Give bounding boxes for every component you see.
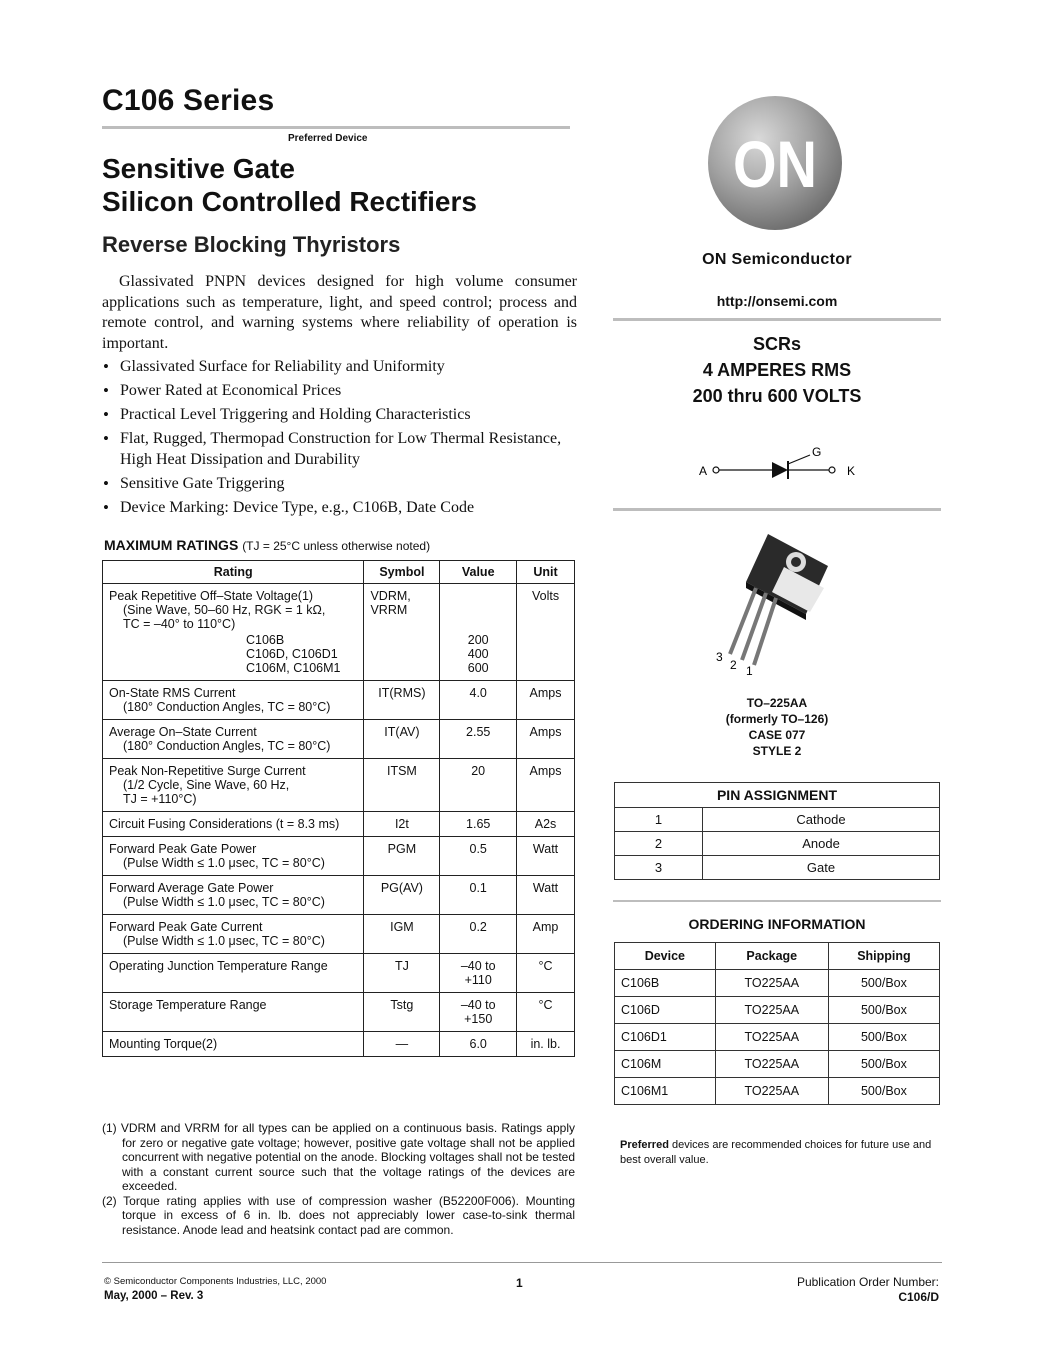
pin-assignment-table (614, 782, 940, 880)
divider (613, 900, 941, 902)
page-title (102, 152, 477, 218)
svg-text:1: 1 (746, 664, 753, 678)
table-row: Mounting Torque(2) — 6.0 in. lb. (103, 1032, 575, 1057)
column-header: Value (440, 561, 517, 584)
list-item: • Device Marking: Device Type, e.g., C106B, Date Code (102, 497, 597, 518)
table-header-row (103, 561, 575, 584)
table-row: On-State RMS Current (180° Conduction Angles, TC = 80°C) IT(RMS) 4.0 Amps (103, 681, 575, 720)
table-row: 1 Cathode (615, 808, 940, 832)
svg-text:A: A (699, 464, 708, 478)
table-row: Storage Temperature Range Tstg –40 to +150 °C (103, 993, 575, 1032)
preferred-device-label: Preferred Device (288, 133, 368, 144)
website-url: http://onsemi.com (716, 293, 838, 309)
pin-assignment-heading: PIN ASSIGNMENT (615, 783, 940, 808)
preferred-note: Preferred devices are recommended choices for future use and best overall value. (620, 1139, 932, 1166)
description: Glassivated PNPN devices designed for high volume consumer applications such as temperature, light, and speed control; process and remote control, and warning systems where reliability of operation is important. (102, 273, 577, 352)
column-header: Symbol (364, 561, 440, 584)
list-item: • Power Rated at Economical Prices (102, 380, 597, 401)
svg-text:ON: ON (733, 127, 817, 201)
company-name: ON Semiconductor (702, 251, 852, 268)
table-row: C106D TO225AA 500/Box (615, 997, 940, 1024)
table-row: Circuit Fusing Considerations (t = 8.3 ms) I2t 1.65 A2s (103, 812, 575, 837)
list-item: • Sensitive Gate Triggering (102, 473, 597, 494)
series-title: C106 Series (102, 84, 275, 117)
table-row: Forward Average Gate Power (Pulse Width ≤ 1.0 μsec, TC = 80°C) PG(AV) 0.1 Watt (103, 876, 575, 915)
table-row: 3 Gate (615, 856, 940, 880)
table-row: Forward Peak Gate Current (Pulse Width ≤ 1.0 μsec, TC = 80°C) IGM 0.2 Amp (103, 915, 575, 954)
footnote-2: (2) Torque rating applies with use of compression washer (B52200F006). Mounting torque in excess of 6 in. lb. does not appreciably lower case-to-sink thermal resistance. Anode lead and heatsink contact pad are common. (102, 1193, 575, 1237)
feature-list (102, 356, 597, 521)
revision-date: May, 2000 – Rev. 3 (104, 1290, 204, 1302)
table-header-row: Device Package Shipping (615, 943, 940, 970)
ordering-info-heading: ORDERING INFORMATION (688, 916, 866, 932)
table-row: C106D1 TO225AA 500/Box (615, 1024, 940, 1051)
divider (613, 318, 941, 321)
to225-package-image (706, 522, 846, 687)
column-header: Rating (103, 561, 364, 584)
table-row: Forward Peak Gate Power (Pulse Width ≤ 1.0 μsec, TC = 80°C) PGM 0.5 Watt (103, 837, 575, 876)
table-row: 2 Anode (615, 832, 940, 856)
table-row: C106M TO225AA 500/Box (615, 1051, 940, 1078)
table-row: C106M1 TO225AA 500/Box (615, 1078, 940, 1105)
table-row: Operating Junction Temperature Range TJ –40 to +110 °C (103, 954, 575, 993)
copyright: © Semiconductor Components Industries, LLC, 2000 (104, 1276, 327, 1287)
publication-number: C106/D (898, 1290, 939, 1304)
column-header: Unit (517, 561, 575, 584)
title-line-1: Sensitive Gate (102, 153, 295, 184)
page-number: 1 (516, 1276, 523, 1290)
svg-text:G: G (812, 445, 822, 459)
list-item: • Glassivated Surface for Reliability and Uniformity (102, 356, 597, 377)
footnotes (102, 1121, 575, 1237)
svg-text:2: 2 (730, 658, 737, 672)
svg-text:K: K (847, 464, 856, 478)
max-ratings-condition: (TJ = 25°C unless otherwise noted) (242, 539, 431, 553)
page-subtitle: Reverse Blocking Thyristors (102, 232, 401, 257)
case-info: TO–225AA (formerly TO–126) CASE 077 STYLE 2 (725, 696, 829, 758)
table-row: Peak Repetitive Off–State Voltage(1) (Sine Wave, 50–60 Hz, RGK = 1 kΩ, TC = –40° to 110°C) C106B C106D, C106D1 C106M, C106M1 VDRM, VRRM 200 400 600 Volts (103, 584, 575, 681)
footnote-1: (1) VDRM and VRRM for all types can be applied on a continuous basis. Ratings apply for zero or negative gate voltage; however, positive gate voltage shall not be applied concurrent with negative potential on the anode. Blocking voltages shall not be tested with a constant current source such that the voltage ratings of the devices are exceeded. (102, 1121, 575, 1193)
scr-summary: SCRs 4 AMPERES RMS 200 thru 600 VOLTS (692, 334, 862, 406)
table-row: C106B TO225AA 500/Box (615, 970, 940, 997)
table-row: Peak Non-Repetitive Surge Current (1/2 Cycle, Sine Wave, 60 Hz, TJ = +110°C) ITSM 20 Amps (103, 759, 575, 812)
max-ratings-table (102, 560, 575, 1057)
table-row: Average On–State Current (180° Conduction Angles, TC = 80°C) IT(AV) 2.55 Amps (103, 720, 575, 759)
publication-label: Publication Order Number: (796, 1275, 939, 1289)
divider (613, 508, 941, 511)
max-ratings-heading: MAXIMUM RATINGS (TJ = 25°C unless otherwise noted) (104, 537, 431, 553)
list-item: • Flat, Rugged, Thermopad Construction for Low Thermal Resistance, High Heat Dissipation and Durability (102, 428, 597, 470)
scr-symbol-icon (690, 440, 870, 482)
footer-divider (102, 1262, 942, 1263)
ordering-table (614, 942, 940, 1105)
divider (102, 126, 570, 129)
svg-text:3: 3 (716, 650, 723, 664)
on-logo (706, 94, 844, 232)
list-item: • Practical Level Triggering and Holding Characteristics (102, 404, 597, 425)
title-line-2: Silicon Controlled Rectifiers (102, 186, 477, 217)
